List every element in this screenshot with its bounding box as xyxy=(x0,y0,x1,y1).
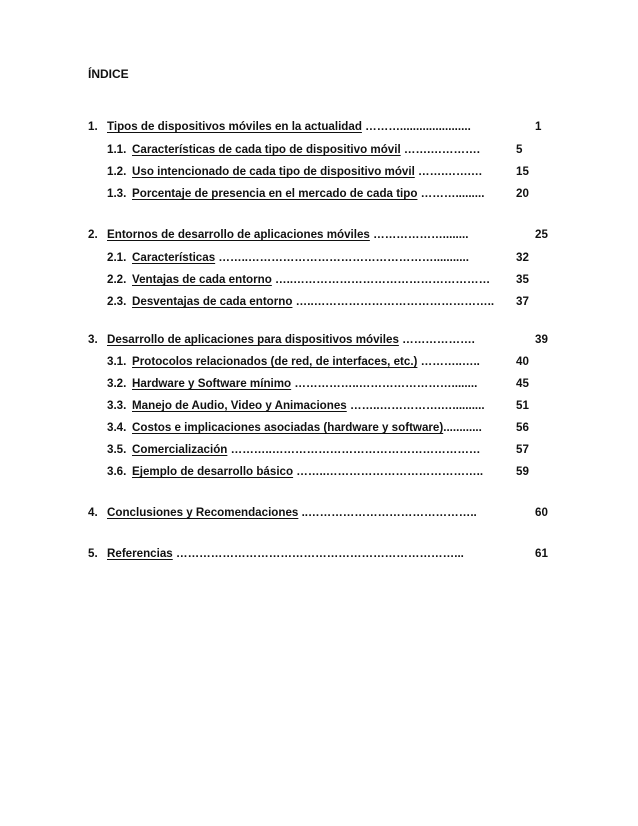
toc-number: 1.2. xyxy=(107,165,127,178)
toc-page-number: 15 xyxy=(516,165,529,178)
toc-entry-2-3[interactable] xyxy=(88,295,550,311)
toc-number: 2.2. xyxy=(107,273,127,286)
toc-entry-3-2[interactable] xyxy=(88,377,550,393)
toc-number: 3. xyxy=(88,333,98,346)
toc-leader: …….…….… xyxy=(414,165,483,178)
toc-page-number: 5 xyxy=(516,143,523,156)
toc-entry-2[interactable] xyxy=(88,228,550,244)
toc-number: 3.5. xyxy=(107,443,127,456)
toc-number: 3.4. xyxy=(107,421,127,434)
toc-leader: ………...................... xyxy=(361,120,471,133)
toc-leader: ……………..……………………........ xyxy=(291,377,478,390)
toc-link[interactable]: Características de cada tipo de dispositivo móvil xyxy=(132,143,401,156)
toc-number: 3.2. xyxy=(107,377,127,390)
toc-link[interactable]: Referencias xyxy=(107,547,173,560)
toc-entry-1-2[interactable] xyxy=(88,165,550,181)
toc-entry-1-3[interactable] xyxy=(88,187,550,203)
toc-leader: ……..…………….….......... xyxy=(346,399,485,412)
toc-page-number: 57 xyxy=(516,443,529,456)
toc-page-number: 51 xyxy=(516,399,529,412)
toc-entry-2-1[interactable] xyxy=(88,251,550,267)
toc-page-number: 56 xyxy=(516,421,529,434)
toc-entry-1-1[interactable] xyxy=(88,143,550,159)
toc-leader: ………......... xyxy=(417,187,485,200)
toc-leader: ……..………………………………….. xyxy=(293,465,484,478)
toc-page-number: 37 xyxy=(516,295,529,308)
toc-number: 2.1. xyxy=(107,251,127,264)
toc-page-number: 1 xyxy=(535,120,542,133)
toc-page-number: 39 xyxy=(535,333,548,346)
toc-page-number: 59 xyxy=(516,465,529,478)
toc-leader: ..…………………………………….. xyxy=(298,506,477,519)
toc-page-number: 45 xyxy=(516,377,529,390)
toc-number: 5. xyxy=(88,547,98,560)
toc-link[interactable]: Protocolos relacionados (de red, de interfaces, etc.) xyxy=(132,355,418,368)
toc-entry-2-2[interactable] xyxy=(88,273,550,289)
toc-number: 4. xyxy=(88,506,98,519)
toc-link[interactable]: Hardware y Software mínimo xyxy=(132,377,292,390)
toc-link[interactable]: Manejo de Audio, Video y Animaciones xyxy=(132,399,347,412)
toc-page-number: 25 xyxy=(535,228,548,241)
toc-page-number: 40 xyxy=(516,355,529,368)
toc-link[interactable]: Costos e implicaciones asociadas (hardware y software) xyxy=(132,421,444,434)
toc-entry-3[interactable] xyxy=(88,333,550,349)
toc-page-number: 61 xyxy=(535,547,548,560)
toc-number: 2. xyxy=(88,228,98,241)
toc-leader: ………..……………………………………………… xyxy=(227,443,481,456)
toc-number: 1.1. xyxy=(107,143,127,156)
toc-leader: …….…………. xyxy=(400,143,480,156)
toc-leader: …..…………………………………………… xyxy=(271,273,491,286)
index-title: ÍNDICE xyxy=(88,67,129,81)
toc-leader: ............ xyxy=(443,421,482,434)
toc-leader: ………………………………………………………………... xyxy=(172,547,464,560)
toc-number: 3.3. xyxy=(107,399,127,412)
toc-number: 3.1. xyxy=(107,355,127,368)
toc-link[interactable]: Características xyxy=(132,251,216,264)
toc-link[interactable]: Tipos de dispositivos móviles en la actualidad xyxy=(107,120,362,133)
toc-leader: …..……………………………………….. xyxy=(292,295,495,308)
toc-page-number: 35 xyxy=(516,273,529,286)
toc-entry-3-5[interactable] xyxy=(88,443,550,459)
toc-entry-3-3[interactable] xyxy=(88,399,550,415)
toc-entry-1[interactable] xyxy=(88,120,550,136)
toc-link[interactable]: Desventajas de cada entorno xyxy=(132,295,293,308)
toc-link[interactable]: Ejemplo de desarrollo básico xyxy=(132,465,294,478)
toc-leader: ……..…………………………………………........... xyxy=(215,251,469,264)
toc-number: 3.6. xyxy=(107,465,127,478)
toc-leader: ………………........ xyxy=(369,228,469,241)
toc-entry-3-4[interactable] xyxy=(88,421,550,437)
toc-number: 1. xyxy=(88,120,98,133)
toc-link[interactable]: Desarrollo de aplicaciones para dispositivos móviles xyxy=(107,333,399,346)
toc-link[interactable]: Ventajas de cada entorno xyxy=(132,273,272,286)
toc-leader: ………..….. xyxy=(417,355,480,368)
toc-link[interactable]: Uso intencionado de cada tipo de dispositivo móvil xyxy=(132,165,415,178)
toc-number: 1.3. xyxy=(107,187,127,200)
toc-page-number: 60 xyxy=(535,506,548,519)
toc-link[interactable]: Porcentaje de presencia en el mercado de cada tipo xyxy=(132,187,418,200)
toc-number: 2.3. xyxy=(107,295,127,308)
toc-entry-3-6[interactable] xyxy=(88,465,550,481)
toc-link[interactable]: Comercialización xyxy=(132,443,228,456)
toc-leader: ………………. xyxy=(398,333,475,346)
toc-entry-4[interactable] xyxy=(88,506,550,522)
toc-page-number: 20 xyxy=(516,187,529,200)
toc-link[interactable]: Entornos de desarrollo de aplicaciones móviles xyxy=(107,228,370,241)
toc-link[interactable]: Conclusiones y Recomendaciones xyxy=(107,506,299,519)
toc-entry-3-1[interactable] xyxy=(88,355,550,371)
toc-page-number: 32 xyxy=(516,251,529,264)
toc-entry-5[interactable] xyxy=(88,547,550,563)
